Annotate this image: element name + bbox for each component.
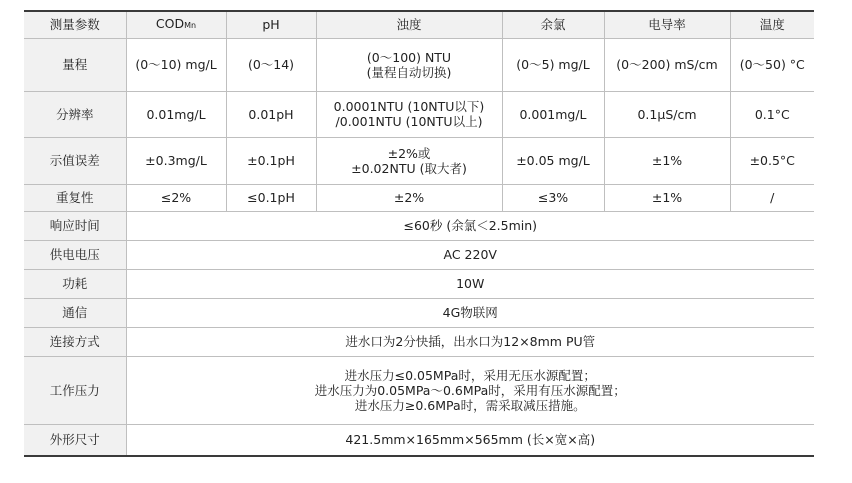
row-label: 响应时间 — [24, 211, 126, 240]
table-cell: (0～50) °C — [730, 38, 814, 91]
row-label: 连接方式 — [24, 327, 126, 356]
table-cell: / — [730, 184, 814, 211]
header-cod-subscript: Mn — [184, 21, 197, 31]
row-label: 功耗 — [24, 269, 126, 298]
merged-cell: 4G物联网 — [126, 298, 814, 327]
table-row — [24, 137, 814, 184]
table-cell: (0～5) mg/L — [502, 38, 604, 91]
merged-row — [24, 240, 814, 269]
table-header-row — [24, 11, 814, 38]
cell-line: (量程自动切换) — [366, 64, 452, 80]
merged-row — [24, 424, 814, 456]
header-ph-cell — [226, 11, 316, 38]
cell-line: 进水压力为0.05MPa～0.6MPa时，采用有压水源配置； — [314, 382, 626, 398]
row-label: 量程 — [24, 38, 126, 91]
header-cod: COD — [155, 16, 185, 32]
merged-cell: 10W — [126, 269, 814, 298]
merged-row — [24, 211, 814, 240]
table-cell: ±0.5°C — [730, 137, 814, 184]
table-cell: ±0.3mg/L — [126, 137, 226, 184]
header-turbidity: 浊度 — [396, 17, 422, 33]
table-cell — [316, 38, 502, 91]
table-cell: 0.01mg/L — [126, 91, 226, 137]
table-row — [24, 184, 814, 211]
merged-cell: 421.5mm×165mm×565mm (长×宽×高) — [126, 424, 814, 456]
table-cell: ≤2% — [126, 184, 226, 211]
row-label: 分辨率 — [24, 91, 126, 137]
merged-row — [24, 269, 814, 298]
cell-line: 0.0001NTU (10NTU以下) — [333, 99, 485, 114]
header-turbidity-cell — [316, 11, 502, 38]
table-cell: 0.1°C — [730, 91, 814, 137]
merged-row — [24, 356, 814, 424]
table-row — [24, 91, 814, 137]
table-row — [24, 38, 814, 91]
table-cell: ±1% — [604, 184, 730, 211]
table-cell — [316, 91, 502, 137]
cell-line: 进水压力≤0.05MPa时，采用无压水源配置； — [344, 367, 596, 383]
row-label: 工作压力 — [24, 356, 126, 424]
header-conductivity-cell — [604, 11, 730, 38]
header-chlorine-cell — [502, 11, 604, 38]
header-label-cell — [24, 11, 126, 38]
header-chlorine: 余氯 — [540, 17, 566, 33]
merged-cell: ≤60秒 (余氯＜2.5min) — [126, 211, 814, 240]
row-label: 示值误差 — [24, 137, 126, 184]
header-label: 测量参数 — [49, 17, 100, 33]
merged-row — [24, 327, 814, 356]
spec-table — [24, 10, 814, 457]
cell-line: ±0.02NTU (取大者) — [351, 160, 467, 176]
table-cell: (0～200) mS/cm — [604, 38, 730, 91]
header-temperature-cell — [730, 11, 814, 38]
table-cell: (0～10) mg/L — [126, 38, 226, 91]
table-cell: ≤0.1pH — [226, 184, 316, 211]
row-label: 通信 — [24, 298, 126, 327]
table-cell: ±0.05 mg/L — [502, 137, 604, 184]
table-cell: 0.001mg/L — [502, 91, 604, 137]
header-ph: pH — [262, 17, 280, 33]
merged-cell: AC 220V — [126, 240, 814, 269]
cell-line: ±2%或 — [387, 145, 431, 161]
header-conductivity: 电导率 — [648, 17, 686, 33]
header-cod-cell — [126, 11, 226, 38]
table-cell: ±2% — [316, 184, 502, 211]
cell-line: 进水压力≥0.6MPa时，需采取减压措施。 — [354, 397, 586, 413]
table-cell: ±0.1pH — [226, 137, 316, 184]
cell-line: /0.001NTU (10NTU以上) — [335, 114, 483, 129]
table-cell: 0.1μS/cm — [604, 91, 730, 137]
merged-row — [24, 298, 814, 327]
header-temperature: 温度 — [759, 17, 785, 33]
table-cell — [316, 137, 502, 184]
table-cell: ≤3% — [502, 184, 604, 211]
cell-line: (0～100) NTU — [366, 49, 452, 65]
table-cell: ±1% — [604, 137, 730, 184]
table-cell: (0～14) — [226, 38, 316, 91]
table-cell: 0.01pH — [226, 91, 316, 137]
row-label: 外形尺寸 — [24, 424, 126, 456]
row-label: 供电电压 — [24, 240, 126, 269]
merged-cell: 进水口为2分快插，出水口为12×8mm PU管 — [126, 327, 814, 356]
merged-cell — [126, 356, 814, 424]
row-label: 重复性 — [24, 184, 126, 211]
